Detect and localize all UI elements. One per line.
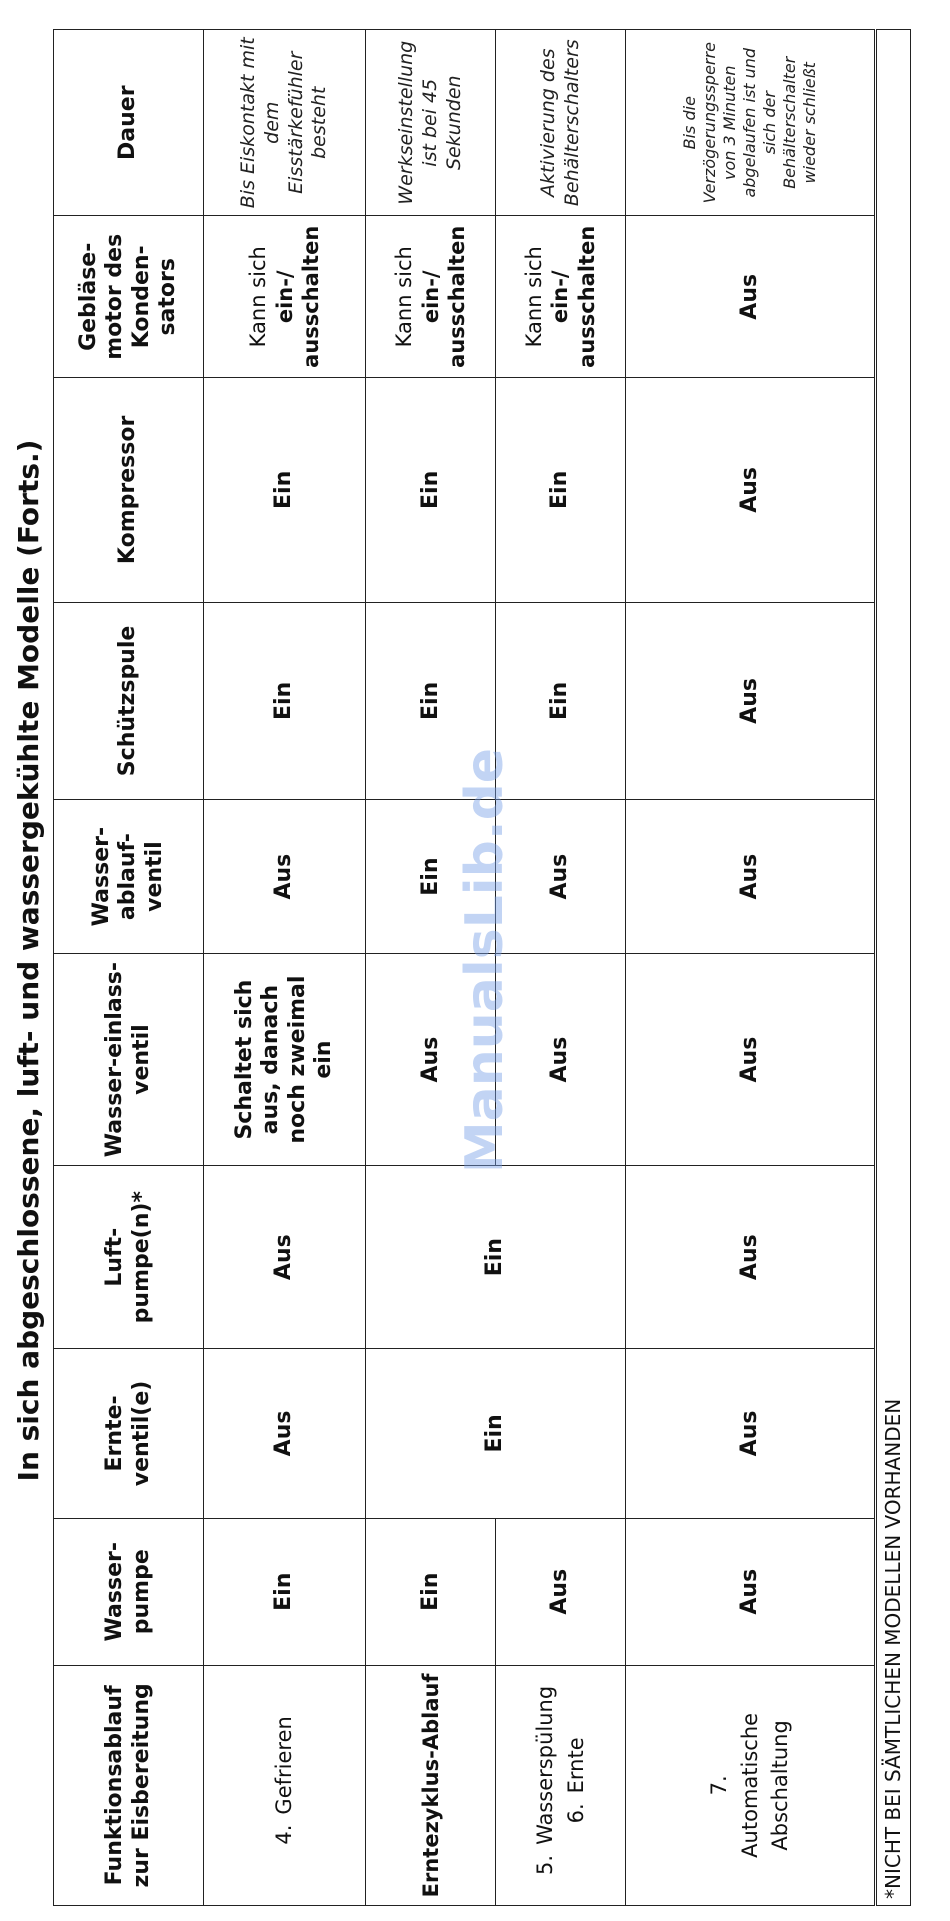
step-label: Ernte <box>563 1737 588 1794</box>
duration-value: Aktivierung des Behälterschalters <box>496 30 626 216</box>
step-number: 6. <box>563 1803 588 1824</box>
sequence-step-cell <box>496 1665 626 1905</box>
inlet-valve-value: Aus <box>496 954 626 1166</box>
header-compressor: Kompressor <box>54 378 204 603</box>
sequence-step-cell <box>626 1665 875 1905</box>
header-row <box>54 30 204 1906</box>
header-inlet-valve: Wasser-einlass-ventil <box>54 954 204 1166</box>
water-pump-value: Ein <box>204 1518 366 1665</box>
header-fan-motor: Gebläse-motor des Konden-sators <box>54 216 204 378</box>
sequence-table <box>53 29 875 1906</box>
harvest-valve-value: Aus <box>204 1349 366 1519</box>
water-pump-value: Ein <box>366 1518 496 1665</box>
step-label: Gefrieren <box>272 1716 297 1815</box>
water-pump-value: Aus <box>496 1518 626 1665</box>
header-water-pump: Wasser-pumpe <box>54 1518 204 1665</box>
fan-motor-value-b: ein-/ ausschalten <box>418 225 469 368</box>
drain-valve-value: Aus <box>204 800 366 954</box>
fan-motor-value-a: Kann sich <box>522 246 547 348</box>
sequence-step-cell <box>204 1665 366 1905</box>
step-label: Automatische Abschaltung <box>737 1712 793 1858</box>
header-drain-valve: Wasser-ablauf-ventil <box>54 800 204 954</box>
drain-valve-value: Aus <box>626 800 875 954</box>
inlet-valve-value: Schaltet sich aus, danach noch zweimal ein <box>204 954 366 1166</box>
header-sequence: Funktionsablauf zur Eisbereitung <box>54 1665 204 1905</box>
contactor-value: Ein <box>204 602 366 800</box>
fan-motor-value-a: Kann sich <box>246 246 271 348</box>
footnote: *NICHT BEI SÄMTLICHEN MODELLEN VORHANDEN <box>876 29 911 1906</box>
contactor-value: Aus <box>626 602 875 800</box>
fan-motor-value-a: Kann sich <box>392 246 417 348</box>
compressor-value: Aus <box>626 378 875 603</box>
contactor-value: Ein <box>496 602 626 800</box>
air-pump-value: Aus <box>204 1166 366 1349</box>
harvest-valve-value: Aus <box>626 1349 875 1519</box>
inlet-valve-value: Aus <box>366 954 496 1166</box>
fan-motor-value <box>366 216 496 378</box>
step-number: 4. <box>272 1824 297 1845</box>
harvest-valve-value: Ein <box>366 1349 626 1519</box>
contactor-value: Ein <box>366 602 496 800</box>
fan-motor-value-b: ein-/ ausschalten <box>272 225 323 368</box>
page-title: In sich abgeschlossene, luft- und wassergekühlte Modelle (Forts.) <box>12 439 45 1482</box>
compressor-value: Ein <box>366 378 496 603</box>
header-harvest-valve: Ernte-ventil(e) <box>54 1349 204 1519</box>
table-row <box>204 30 366 1906</box>
duration-value: Bis Eiskontakt mit dem Eisstärkefühler besteht <box>204 30 366 216</box>
step-number: 5. <box>533 1854 558 1875</box>
fan-motor-value: Aus <box>626 216 875 378</box>
inlet-valve-value: Aus <box>626 954 875 1166</box>
table-row <box>626 30 875 1906</box>
header-contactor: Schützspule <box>54 602 204 800</box>
drain-valve-value: Aus <box>496 800 626 954</box>
step-label: Wasserspülung <box>533 1685 558 1845</box>
table-row <box>366 30 496 1906</box>
harvest-section-label: Erntezyklus-Ablauf <box>366 1665 496 1905</box>
watermark-logo: ManualsLib.de <box>455 747 515 1174</box>
compressor-value: Ein <box>204 378 366 603</box>
drain-valve-value: Ein <box>366 800 496 954</box>
fan-motor-value-b: ein-/ ausschalten <box>548 225 599 368</box>
compressor-value: Ein <box>496 378 626 603</box>
header-air-pump: Luft-pumpe(n)* <box>54 1166 204 1349</box>
header-duration: Dauer <box>54 30 204 216</box>
water-pump-value: Aus <box>626 1518 875 1665</box>
duration-value: Werkseinstellung ist bei 45 Sekunden <box>366 30 496 216</box>
air-pump-value: Ein <box>366 1166 626 1349</box>
step-number: 7. <box>707 1775 732 1796</box>
duration-value: Bis die Verzögerungssperre von 3 Minuten abgelaufen ist und sich der Behälterschalter wieder schließt <box>626 30 875 216</box>
table-row <box>496 30 626 1906</box>
fan-motor-value <box>496 216 626 378</box>
air-pump-value: Aus <box>626 1166 875 1349</box>
fan-motor-value <box>204 216 366 378</box>
